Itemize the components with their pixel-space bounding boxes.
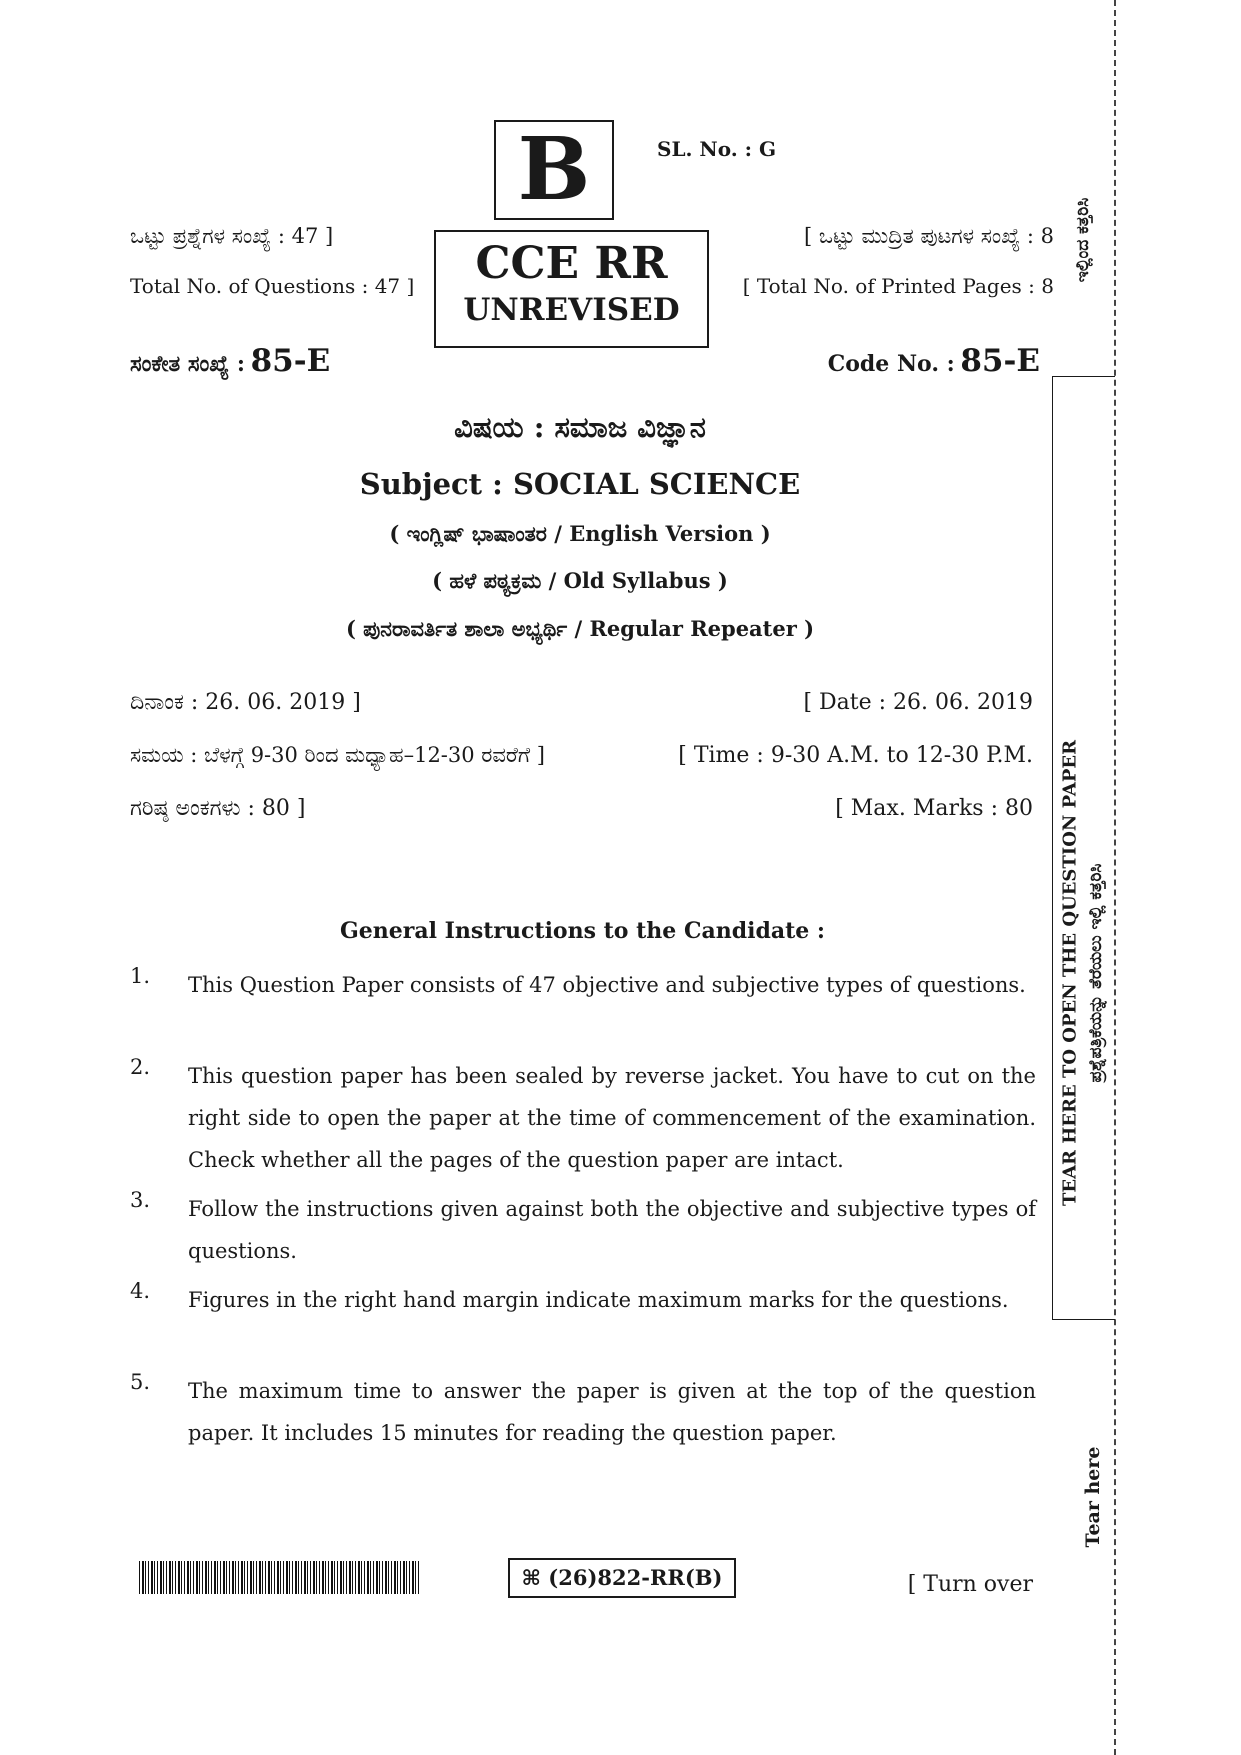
serial-number: SL. No. : G [657, 137, 777, 161]
exam-type-line2: UNREVISED [463, 292, 680, 328]
total-questions-kn: ಒಟ್ಟು ಪ್ರಶ್ನೆಗಳ ಸಂಖ್ಯೆ : 47 ] [130, 224, 334, 248]
time-en: [ Time : 9-30 A.M. to 12-30 P.M. [678, 743, 1033, 768]
code-number-kn [130, 343, 330, 379]
tear-here-kn-label: ಪ್ರಶ್ನೆಪತ್ರಿಕೆಯನ್ನು ತೆರೆಯಲು ಇಲ್ಲಿ ಕತ್ತರಿಸಿ [1086, 863, 1106, 1083]
margin-kn-cut-label: ಇಲ್ಲಿಂದ ಕತ್ತರಿಸಿ [1073, 197, 1093, 283]
candidate-type-line: ( ಪುನರಾವರ್ತಿತ ಶಾಲಾ ಅಭ್ಯರ್ಥಿ / Regular Repeater ) [345, 616, 815, 641]
date-en: [ Date : 26. 06. 2019 [803, 690, 1033, 715]
code-label-en: Code No. : [827, 351, 955, 377]
max-marks-en: [ Max. Marks : 80 [835, 796, 1033, 821]
tear-here-label: Tear here [1082, 1446, 1104, 1548]
code-label-kn: ಸಂಕೇತ ಸಂಖ್ಯೆ : [130, 351, 246, 377]
paper-set-badge: B [494, 120, 614, 220]
total-pages-kn: [ ಒಟ್ಟು ಮುದ್ರಿತ ಪುಟಗಳ ಸಂಖ್ಯೆ : 8 [803, 224, 1054, 248]
barcode [139, 1561, 421, 1594]
time-kn: ಸಮಯ : ಬೆಳಗ್ಗೆ 9-30 ರಿಂದ ಮಧ್ಯಾಹ–12-30 ರವರೆಗೆ ] [130, 743, 545, 767]
instruction-text: This Question Paper consists of 47 objective and subjective types of questions. [188, 973, 1026, 997]
instruction-text: Figures in the right hand margin indicate maximum marks for the questions. [188, 1288, 1009, 1312]
instruction-number: 2. [130, 1055, 151, 1079]
exam-type-line1: CCE RR [475, 238, 668, 289]
instruction-text: This question paper has been sealed by reverse jacket. You have to cut on the right side to open the paper at the time of commencement of the examination. Check whether all the pages of the question paper are intact. [188, 1064, 1036, 1172]
syllabus-line: ( ಹಳೆ ಪಠ್ಯಕ್ರಮ / Old Syllabus ) [432, 568, 728, 593]
max-marks-kn: ಗರಿಷ್ಠ ಅಂಕಗಳು : 80 ] [130, 796, 306, 821]
instruction-number: 4. [130, 1279, 151, 1303]
version-line: ( ಇಂಗ್ಲಿಷ್ ಭಾಷಾಂತರ / English Version ) [389, 521, 771, 546]
total-questions-en: Total No. of Questions : 47 ] [130, 274, 415, 298]
instruction-text: Follow the instructions given against both the objective and subjective types of questions. [188, 1197, 1036, 1263]
instructions-heading: General Instructions to the Candidate : [339, 918, 826, 944]
total-pages-en: [ Total No. of Printed Pages : 8 [742, 274, 1054, 298]
code-number-en [828, 343, 1040, 379]
code-value-kn: 85-E [250, 343, 331, 379]
subject-en: Subject : SOCIAL SCIENCE [359, 467, 801, 501]
date-kn: ದಿನಾಂಕ : 26. 06. 2019 ] [130, 690, 361, 715]
instruction-text: The maximum time to answer the paper is given at the top of the question paper. It includes 15 minutes for reading the question paper. [188, 1379, 1036, 1445]
instruction-number: 1. [130, 964, 151, 988]
instruction-number: 5. [130, 1370, 151, 1394]
subject-kn: ವಿಷಯ : ಸಮಾಜ ವಿಜ್ಞಾನ [454, 410, 706, 444]
exam-type-badge [434, 230, 709, 348]
code-value-en: 85-E [960, 343, 1040, 379]
turn-over-note: [ Turn over [907, 1572, 1033, 1597]
tear-here-en-label: TEAR HERE TO OPEN THE QUESTION PAPER [1059, 739, 1081, 1207]
instruction-number: 3. [130, 1188, 151, 1212]
paper-code-badge: ⌘ (26)822-RR(B) [508, 1558, 736, 1598]
